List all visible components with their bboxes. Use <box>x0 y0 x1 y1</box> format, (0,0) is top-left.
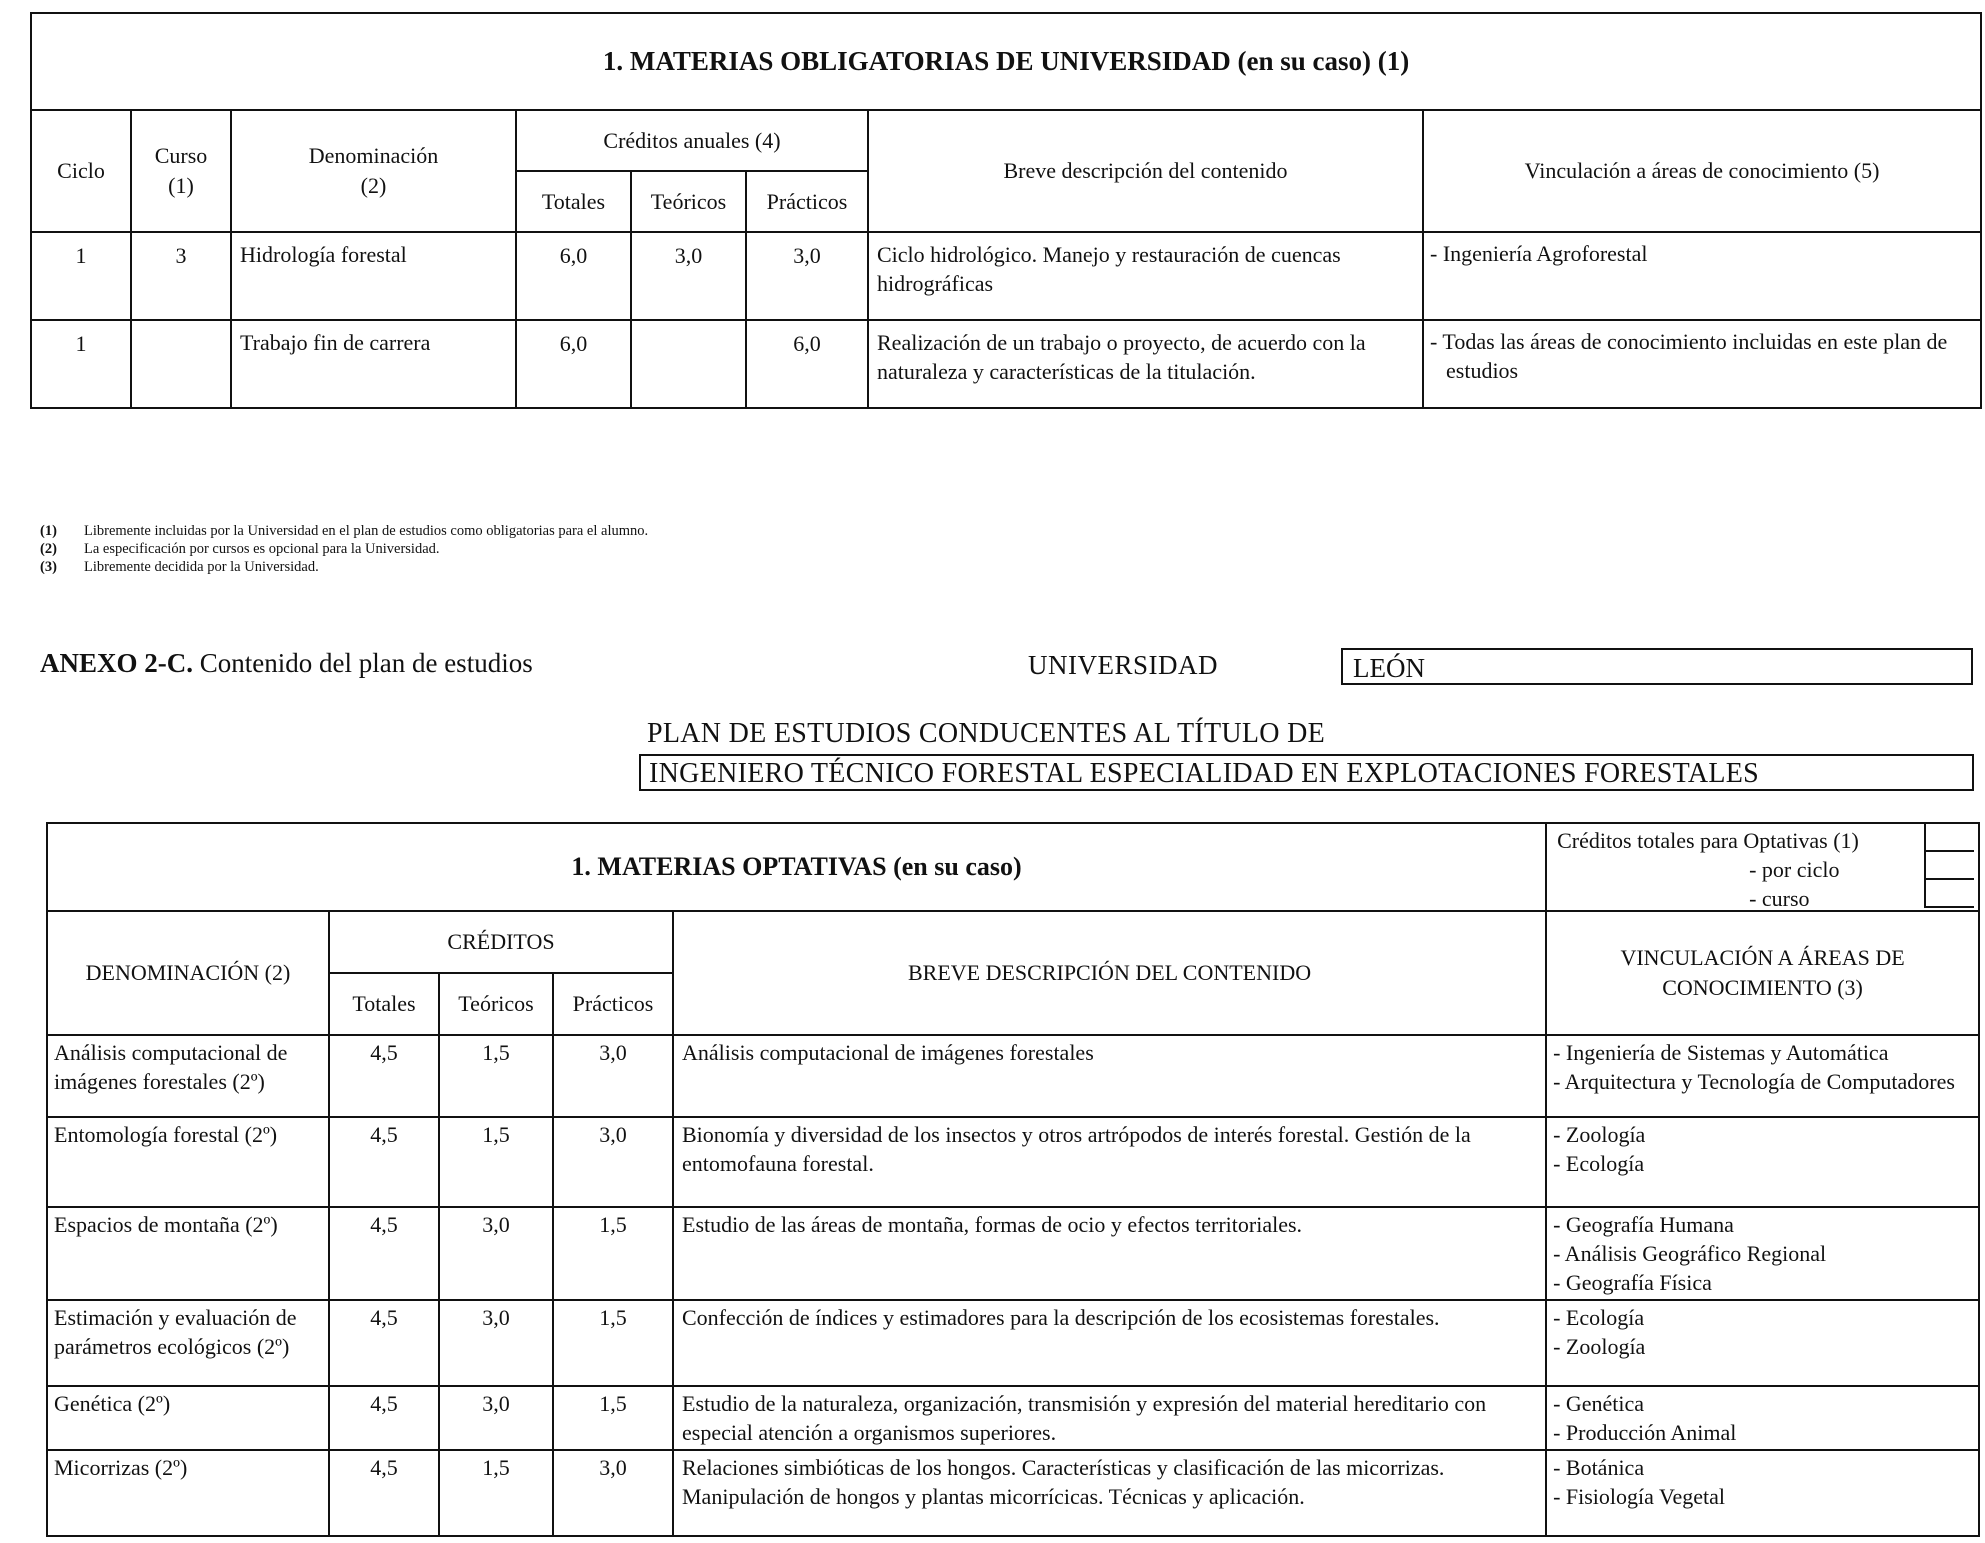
table-row <box>47 1300 1979 1386</box>
header-totales: Totales <box>516 171 631 232</box>
cell-teoricos: 1,5 <box>439 1035 553 1117</box>
cell-totales: 4,5 <box>329 1117 439 1207</box>
cell-descripcion: Ciclo hidrológico. Manejo y restauración de cuencas hidrográficas <box>868 232 1423 320</box>
cell-denominacion: Análisis computacional de imágenes forestales (2º) <box>47 1035 329 1117</box>
header-vinculacion: Vinculación a áreas de conocimiento (5) <box>1423 110 1981 232</box>
cell-vinculacion: - Ingeniería de Sistemas y Automática - Arquitectura y Tecnología de Computadores <box>1546 1035 1979 1117</box>
table-row <box>47 1035 1979 1117</box>
header-creditos: CRÉDITOS <box>329 911 673 973</box>
cell-denominacion: Entomología forestal (2º) <box>47 1117 329 1207</box>
cell-denominacion: Genética (2º) <box>47 1386 329 1450</box>
footnote: (1) Libremente incluidas por la Universidad en el plan de estudios como obligatorias para el alumno. <box>40 523 649 539</box>
cell-teoricos: 3,0 <box>439 1207 553 1300</box>
header-teoricos: Teóricos <box>631 171 746 232</box>
cell-descripcion: Estudio de las áreas de montaña, formas de ocio y efectos territoriales. <box>673 1207 1546 1300</box>
table-row <box>47 1386 1979 1450</box>
footnote: (3) Libremente decidida por la Universidad. <box>40 559 319 575</box>
optativas-title: 1. MATERIAS OPTATIVAS (en su caso) <box>47 823 1546 911</box>
cell-vinculacion: - Botánica - Fisiología Vegetal <box>1546 1450 1979 1536</box>
cell-descripcion: Bionomía y diversidad de los insectos y otros artrópodos de interés forestal. Gestión de la entomofauna forestal. <box>673 1117 1546 1207</box>
cell-practicos: 3,0 <box>553 1117 673 1207</box>
cell-teoricos: 3,0 <box>439 1386 553 1450</box>
header-descripcion: Breve descripción del contenido <box>868 110 1423 232</box>
header-ciclo: Ciclo <box>31 110 131 232</box>
cell-vinculacion: - Todas las áreas de conocimiento incluidas en este plan de estudios <box>1423 320 1981 408</box>
header-denominacion: DENOMINACIÓN (2) <box>47 911 329 1035</box>
cell-practicos: 1,5 <box>553 1207 673 1300</box>
header-totales: Totales <box>329 973 439 1035</box>
table-row <box>47 1207 1979 1300</box>
optativas-ciclo-label: - por ciclo <box>1749 857 1840 882</box>
cell-denominacion: Trabajo fin de carrera <box>231 320 516 408</box>
cell-descripcion: Análisis computacional de imágenes forestales <box>673 1035 1546 1117</box>
optativas-curso-field <box>1924 880 1974 908</box>
cell-practicos: 6,0 <box>746 320 868 408</box>
optativas-total-field <box>1924 824 1974 852</box>
cell-practicos: 1,5 <box>553 1386 673 1450</box>
cell-teoricos: 1,5 <box>439 1117 553 1207</box>
obligatorias-title: 1. MATERIAS OBLIGATORIAS DE UNIVERSIDAD (en su caso) (1) <box>31 13 1981 110</box>
header-teoricos: Teóricos <box>439 973 553 1035</box>
cell-denominacion: Estimación y evaluación de parámetros ecológicos (2º) <box>47 1300 329 1386</box>
cell-totales: 6,0 <box>516 232 631 320</box>
universidad-label: UNIVERSIDAD <box>1028 650 1218 680</box>
cell-descripcion: Estudio de la naturaleza, organización, transmisión y expresión del material hereditario con especial atención a organismos superiores. <box>673 1386 1546 1450</box>
optativas-ciclo-field <box>1924 852 1974 880</box>
cell-descripcion: Realización de un trabajo o proyecto, de acuerdo con la naturaleza y características de la titulación. <box>868 320 1423 408</box>
plan-label: PLAN DE ESTUDIOS CONDUCENTES AL TÍTULO DE <box>647 718 1326 749</box>
cell-totales: 6,0 <box>516 320 631 408</box>
header-curso: Curso (1) <box>131 110 231 232</box>
cell-teoricos: 3,0 <box>631 232 746 320</box>
optativas-credits-box <box>1546 823 1979 911</box>
header-creditos-anuales: Créditos anuales (4) <box>516 110 868 171</box>
table-row <box>31 232 1981 320</box>
cell-teoricos: 3,0 <box>439 1300 553 1386</box>
header-vinculacion: VINCULACIÓN A ÁREAS DE CONOCIMIENTO (3) <box>1546 911 1979 1035</box>
cell-totales: 4,5 <box>329 1207 439 1300</box>
footnote: (2) La especificación por cursos es opcional para la Universidad. <box>40 541 440 557</box>
table-row <box>31 320 1981 408</box>
universidad-field: LEÓN <box>1341 648 1973 685</box>
plan-title-field: INGENIERO TÉCNICO FORESTAL ESPECIALIDAD EN EXPLOTACIONES FORESTALES <box>639 754 1974 791</box>
cell-vinculacion: - Ecología - Zoología <box>1546 1300 1979 1386</box>
cell-vinculacion: - Geografía Humana - Análisis Geográfico Regional - Geografía Física <box>1546 1207 1979 1300</box>
cell-teoricos: 1,5 <box>439 1450 553 1536</box>
cell-practicos: 3,0 <box>553 1450 673 1536</box>
optativas-curso-label: - curso <box>1749 886 1810 911</box>
cell-denominacion: Espacios de montaña (2º) <box>47 1207 329 1300</box>
table-row <box>47 1450 1979 1536</box>
optativas-table <box>46 822 1980 1537</box>
cell-descripcion: Confección de índices y estimadores para la descripción de los ecosistemas forestales. <box>673 1300 1546 1386</box>
cell-totales: 4,5 <box>329 1300 439 1386</box>
cell-teoricos <box>631 320 746 408</box>
cell-vinculacion: - Ingeniería Agroforestal <box>1423 232 1981 320</box>
cell-totales: 4,5 <box>329 1035 439 1117</box>
cell-denominacion: Micorrizas (2º) <box>47 1450 329 1536</box>
header-practicos: Prácticos <box>553 973 673 1035</box>
footnotes <box>40 522 648 576</box>
cell-denominacion: Hidrología forestal <box>231 232 516 320</box>
obligatorias-table <box>30 12 1982 409</box>
header-descripcion: BREVE DESCRIPCIÓN DEL CONTENIDO <box>673 911 1546 1035</box>
cell-descripcion: Relaciones simbióticas de los hongos. Características y clasificación de las micorrizas. Manipulación de hongos y plantas micorrícicas. Técnicas y aplicación. <box>673 1450 1546 1536</box>
cell-totales: 4,5 <box>329 1450 439 1536</box>
anexo-heading: ANEXO 2-C. Contenido del plan de estudios <box>40 648 533 678</box>
cell-ciclo: 1 <box>31 232 131 320</box>
cell-practicos: 3,0 <box>746 232 868 320</box>
cell-ciclo: 1 <box>31 320 131 408</box>
cell-practicos: 3,0 <box>553 1035 673 1117</box>
cell-practicos: 1,5 <box>553 1300 673 1386</box>
header-denominacion: Denominación (2) <box>231 110 516 232</box>
header-practicos: Prácticos <box>746 171 868 232</box>
cell-curso: 3 <box>131 232 231 320</box>
cell-vinculacion: - Zoología - Ecología <box>1546 1117 1979 1207</box>
table-row <box>47 1117 1979 1207</box>
optativas-total-label: Créditos totales para Optativas (1) <box>1557 828 1859 853</box>
cell-curso <box>131 320 231 408</box>
cell-totales: 4,5 <box>329 1386 439 1450</box>
cell-vinculacion: - Genética - Producción Animal <box>1546 1386 1979 1450</box>
